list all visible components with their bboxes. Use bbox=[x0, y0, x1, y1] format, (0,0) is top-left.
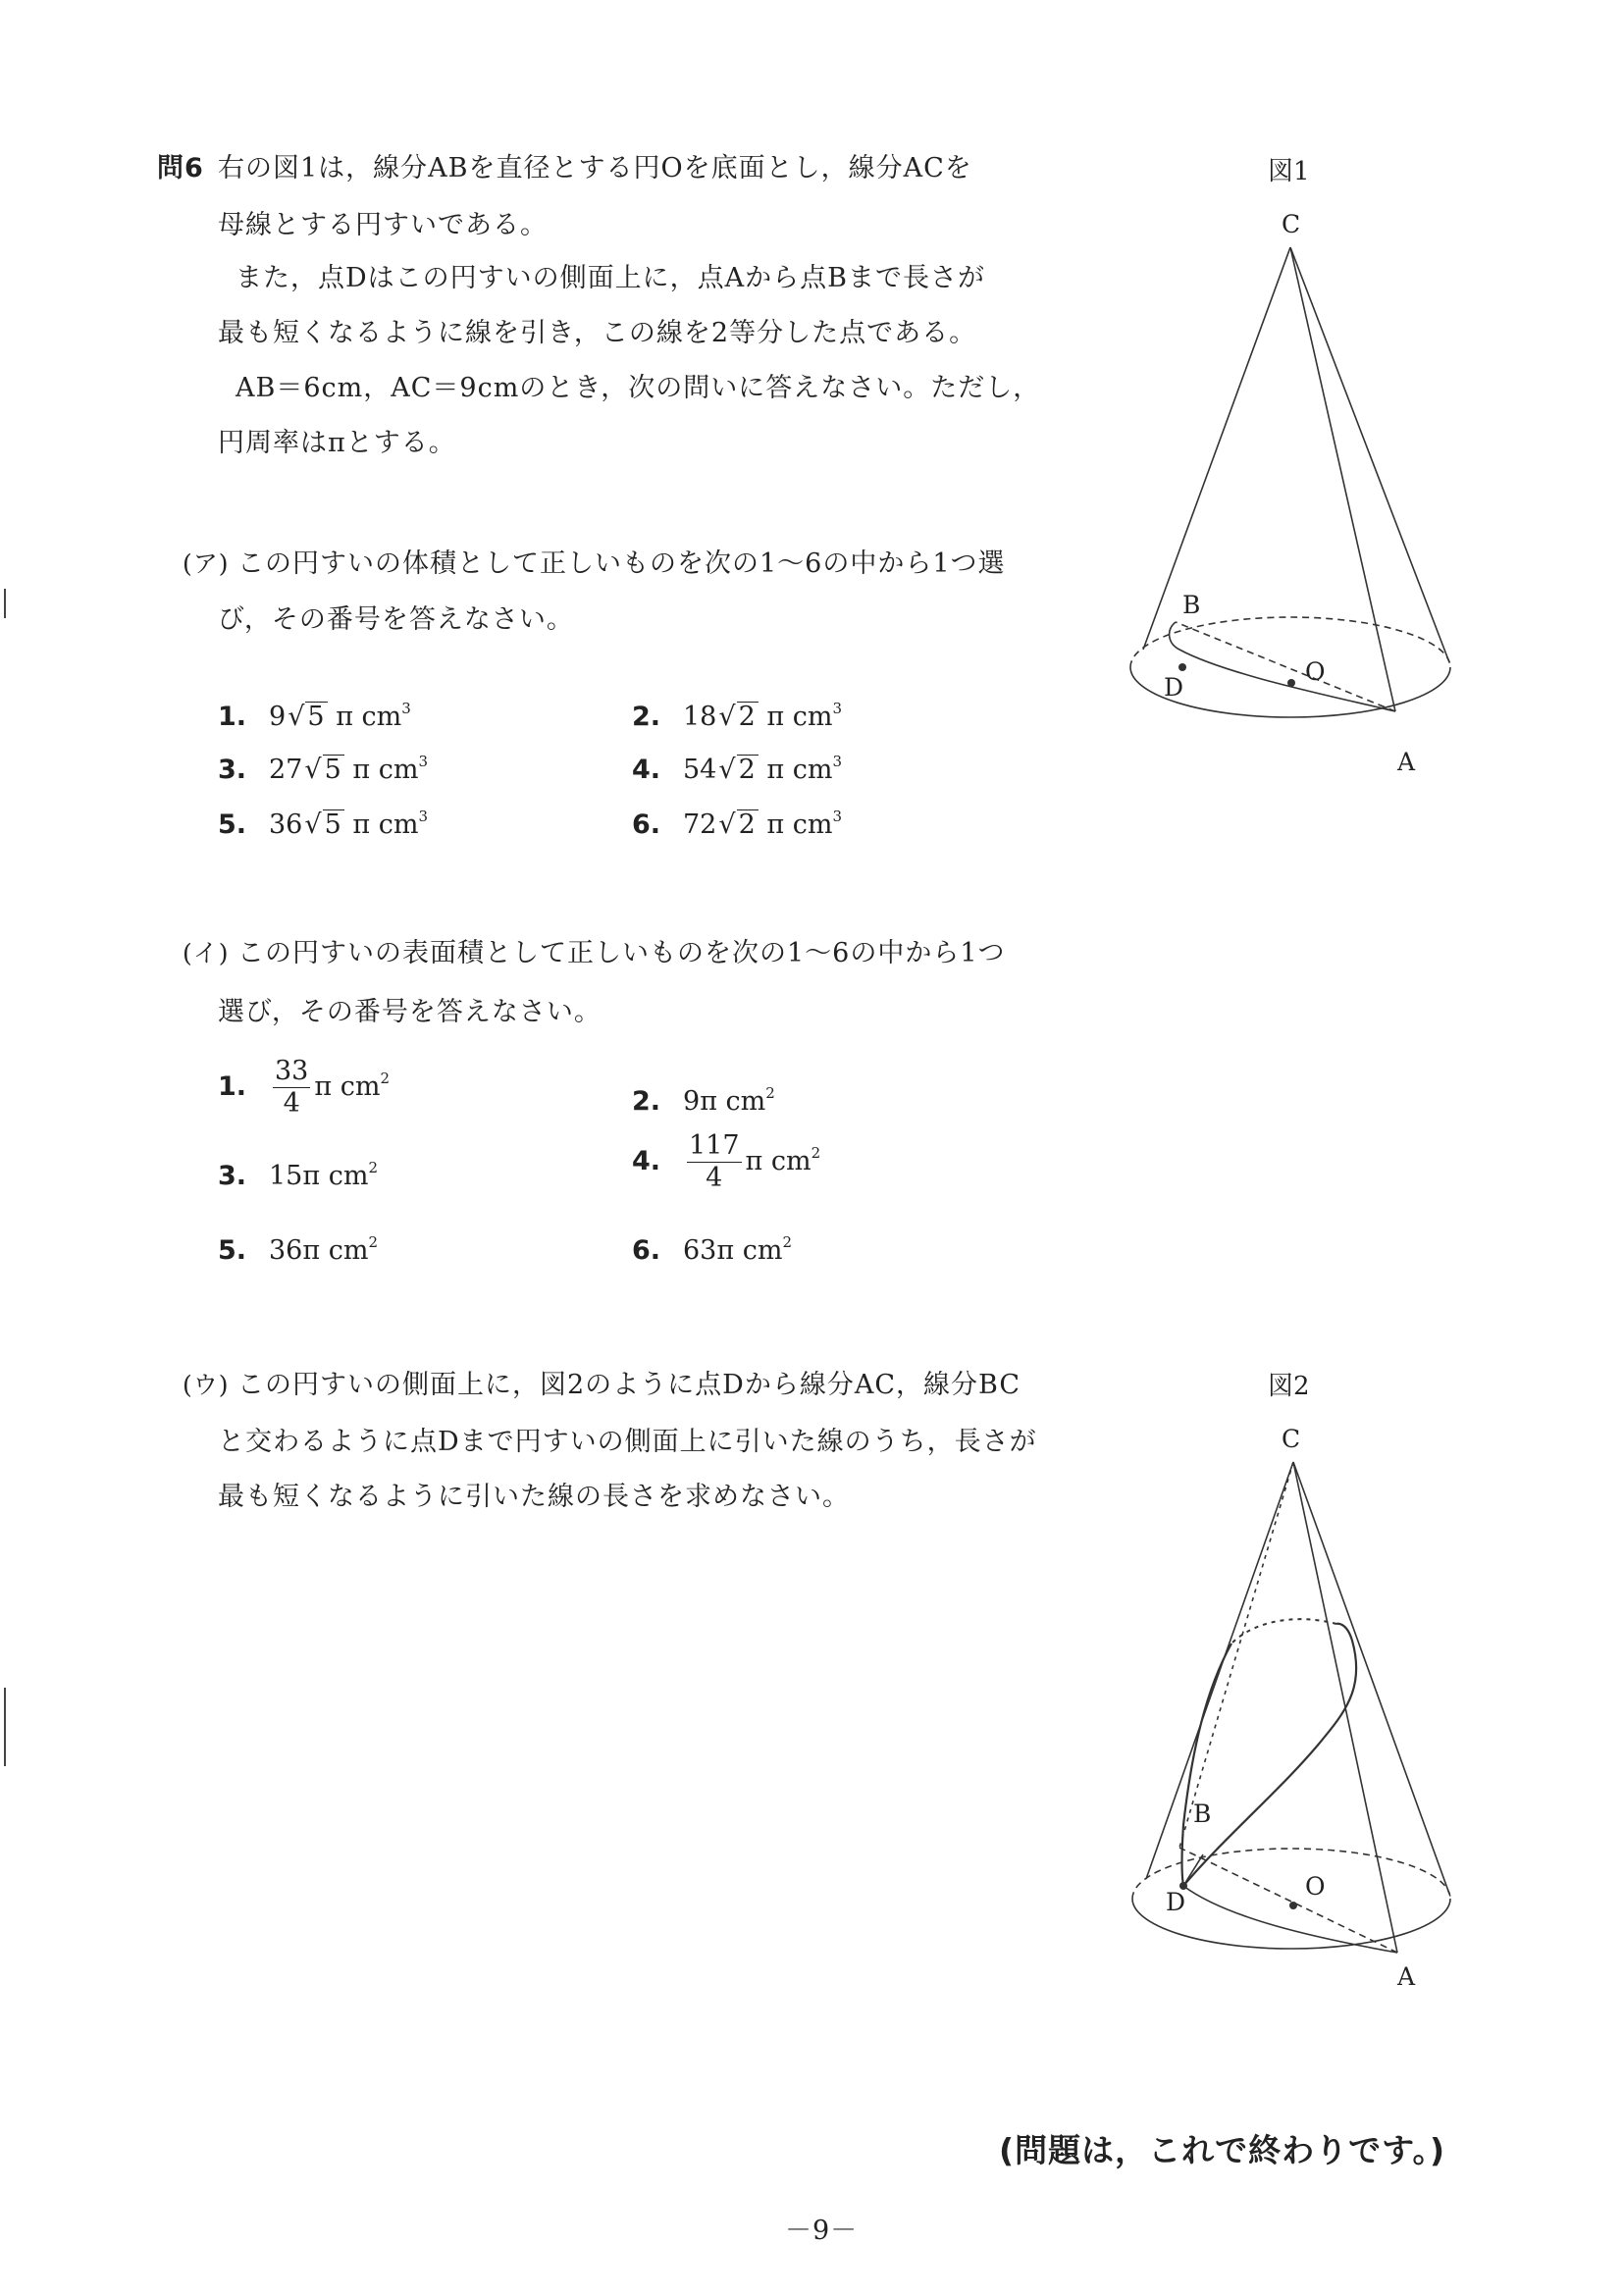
option-exponent: 2 bbox=[368, 1233, 378, 1251]
sub-i-option-4 bbox=[632, 1130, 820, 1194]
sub-a-option-5: 5. 36√ 5 π $cm^3$ bbox=[218, 797, 428, 845]
option-numerator: 117 bbox=[689, 1130, 740, 1161]
scan-mark bbox=[4, 1688, 6, 1766]
option-exponent: 3 bbox=[832, 808, 842, 825]
sub-u-line-2: と交わるように点Dまで円すいの側面上に引いた線のうち，長さが bbox=[218, 1427, 1037, 1457]
option-pi: π bbox=[302, 1235, 321, 1266]
option-unit: cm bbox=[792, 809, 833, 840]
question-line-2: 母線とする円すいである。 bbox=[218, 210, 548, 240]
option-pi: π bbox=[314, 1071, 333, 1102]
sub-i-option-6 bbox=[632, 1223, 792, 1271]
fig1-diameter-ab bbox=[1176, 622, 1395, 711]
option-unit: cm bbox=[328, 1235, 369, 1266]
end-note: (問題は，これで終わりです。) bbox=[999, 2131, 1446, 2169]
figure-1-title: 図1 bbox=[1268, 157, 1310, 186]
option-exponent: 3 bbox=[418, 753, 428, 770]
sub-a-line-1: この円すいの体積として正しいものを次の1～6の中から1つ選 bbox=[237, 548, 1006, 579]
sub-i-label: (イ) bbox=[183, 939, 230, 967]
sub-i-option-3 bbox=[218, 1148, 378, 1196]
option-exponent: 3 bbox=[418, 808, 428, 825]
question-line-3: また，点Dはこの円すいの側面上に，点Aから点Bまで長さが bbox=[236, 263, 985, 293]
option-value: 63 bbox=[683, 1235, 717, 1266]
option-exponent: 2 bbox=[811, 1144, 821, 1162]
fig1-line-left bbox=[1143, 247, 1290, 650]
option-pi: π bbox=[302, 1161, 321, 1191]
fig1-label-o: O bbox=[1305, 657, 1326, 686]
fig2-path-back bbox=[1231, 1619, 1336, 1644]
fig2-path-front bbox=[1183, 1624, 1356, 1886]
option-unit: cm bbox=[340, 1071, 381, 1102]
option-coefficient: 18 bbox=[683, 702, 717, 732]
sub-a-label: (ア) bbox=[183, 549, 230, 578]
sub-i-line-2: 選び，その番号を答えなさい。 bbox=[218, 997, 602, 1027]
question-line-5: AB＝6cm，AC＝9cmのとき，次の問いに答えなさい。ただし， bbox=[236, 373, 1041, 403]
option-unit: cm bbox=[378, 809, 419, 840]
option-pi: π bbox=[336, 702, 353, 732]
sub-a-option-1: 1. 9√ 5 π $cm^3$ bbox=[218, 689, 411, 737]
option-exponent: 2 bbox=[380, 1070, 390, 1087]
option-coefficient: 36 bbox=[269, 809, 303, 840]
sub-i-option-2 bbox=[632, 1073, 775, 1122]
option-denominator: 4 bbox=[706, 1163, 723, 1193]
sub-i-line-1: この円すいの表面積として正しいものを次の1～6の中から1つ bbox=[237, 938, 1006, 968]
sub-a-option-3: 3. 27√ 5 π $cm^3$ bbox=[218, 742, 428, 790]
option-pi: π bbox=[352, 809, 371, 840]
option-numerator: 33 bbox=[275, 1056, 309, 1086]
option-unit: cm bbox=[361, 702, 402, 732]
option-radicand: 5 bbox=[323, 755, 344, 785]
option-radicand: 5 bbox=[323, 809, 344, 840]
option-number: 2. bbox=[632, 702, 661, 732]
option-unit: cm bbox=[770, 1146, 812, 1176]
option-pi: π bbox=[766, 809, 785, 840]
option-number: 6. bbox=[632, 1235, 661, 1266]
option-value: 15 bbox=[269, 1161, 303, 1191]
option-coefficient: 9 bbox=[269, 702, 287, 732]
option-coefficient: 54 bbox=[683, 755, 717, 785]
fig2-label-b: B bbox=[1193, 1800, 1212, 1828]
option-radicand: 2 bbox=[737, 755, 759, 785]
sub-u-line-1: この円すいの側面上に，図2のように点Dから線分AC，線分BC bbox=[237, 1370, 1021, 1400]
option-pi: π bbox=[766, 702, 785, 732]
option-pi: π bbox=[766, 755, 785, 785]
fig1-point-o bbox=[1287, 679, 1295, 687]
option-fraction bbox=[687, 1130, 742, 1194]
sub-i-option-5 bbox=[218, 1223, 378, 1271]
figure-2-title: 図2 bbox=[1268, 1372, 1310, 1401]
option-exponent: 3 bbox=[832, 700, 842, 717]
question-line-6: 円周率はπとする。 bbox=[218, 428, 456, 458]
option-number: 5. bbox=[218, 809, 247, 840]
fig2-label-o: O bbox=[1305, 1872, 1326, 1901]
option-exponent: 2 bbox=[782, 1233, 792, 1251]
scan-mark bbox=[4, 589, 6, 618]
question-number: 問6 bbox=[157, 153, 204, 183]
fig1-point-d bbox=[1178, 663, 1186, 671]
option-number: 1. bbox=[218, 702, 247, 732]
option-pi: π bbox=[352, 755, 371, 785]
fig2-label-c: C bbox=[1282, 1425, 1301, 1453]
option-number: 4. bbox=[632, 755, 661, 785]
option-exponent: 3 bbox=[832, 753, 842, 770]
figure-1-cone bbox=[1119, 206, 1492, 795]
option-unit: cm bbox=[792, 702, 833, 732]
fig2-diameter-ab bbox=[1179, 1848, 1397, 1953]
option-number: 4. bbox=[632, 1146, 661, 1176]
page-number: －9－ bbox=[785, 2216, 859, 2246]
option-radicand: 5 bbox=[305, 702, 327, 732]
option-radicand: 2 bbox=[737, 702, 759, 732]
option-unit: cm bbox=[378, 755, 419, 785]
option-unit: cm bbox=[792, 755, 833, 785]
option-number: 1. bbox=[218, 1071, 247, 1102]
sub-i-option-1 bbox=[218, 1056, 390, 1120]
question-line-1: 右の図1は，線分ABを直径とする円Oを底面とし，線分ACを bbox=[218, 153, 972, 183]
fig2-label-a: A bbox=[1397, 1962, 1416, 1991]
option-number: 3. bbox=[218, 1161, 247, 1191]
figure-2-cone bbox=[1119, 1423, 1492, 2011]
sub-u-line-3: 最も短くなるように引いた線の長さを求めなさい。 bbox=[218, 1482, 850, 1512]
sub-a-option-6: 6. 72√ 2 π $cm^3$ bbox=[632, 797, 842, 845]
fig1-label-a: A bbox=[1397, 748, 1416, 776]
option-coefficient: 72 bbox=[683, 809, 717, 840]
option-value: 9 bbox=[683, 1086, 701, 1117]
option-unit: cm bbox=[742, 1235, 783, 1266]
option-exponent: 2 bbox=[765, 1084, 775, 1102]
option-coefficient: 27 bbox=[269, 755, 303, 785]
fig2-label-d: D bbox=[1166, 1888, 1186, 1916]
option-exponent: 3 bbox=[401, 700, 411, 717]
option-pi: π bbox=[716, 1235, 735, 1266]
option-number: 6. bbox=[632, 809, 661, 840]
option-number: 3. bbox=[218, 755, 247, 785]
option-unit: cm bbox=[725, 1086, 766, 1117]
sub-a-line-2: び，その番号を答えなさい。 bbox=[218, 604, 574, 635]
option-exponent: 2 bbox=[368, 1159, 378, 1176]
fig2-point-o bbox=[1289, 1902, 1297, 1909]
question-line-4: 最も短くなるように線を引き，この線を2等分した点である。 bbox=[218, 318, 977, 348]
fig1-label-c: C bbox=[1282, 210, 1301, 238]
sub-u-label: (ウ) bbox=[183, 1371, 230, 1399]
sub-a-option-2: 2. 18√ 2 π $cm^3$ bbox=[632, 689, 842, 737]
fig1-base-back bbox=[1130, 617, 1450, 667]
option-fraction bbox=[273, 1056, 310, 1120]
option-number: 2. bbox=[632, 1086, 661, 1117]
option-radicand: 2 bbox=[737, 809, 759, 840]
fig1-label-d: D bbox=[1164, 673, 1184, 702]
fig1-label-b: B bbox=[1182, 591, 1201, 619]
option-unit: cm bbox=[328, 1161, 369, 1191]
option-value: 36 bbox=[269, 1235, 303, 1266]
fig2-path-left bbox=[1182, 1644, 1232, 1886]
option-denominator: 4 bbox=[283, 1088, 300, 1119]
option-pi: π bbox=[700, 1086, 717, 1117]
sub-a-option-4: 4. 54√ 2 π $cm^3$ bbox=[632, 742, 842, 790]
option-number: 5. bbox=[218, 1235, 247, 1266]
option-pi: π bbox=[745, 1146, 763, 1176]
